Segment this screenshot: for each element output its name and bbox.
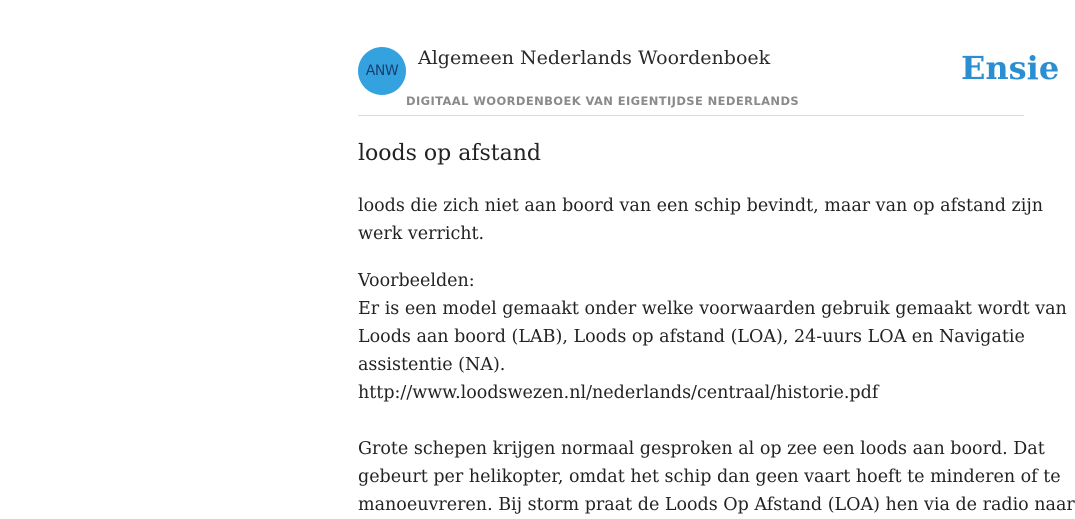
example-source: http://www.loodswezen.nl/nederlands/centraal/historie.pdf (358, 383, 879, 403)
examples-section (358, 267, 1075, 519)
example-line: Loods aan boord (LAB), Loods op afstand (LOA), 24-uurs LOA en Navigatie (358, 327, 1025, 347)
logo-text: ANW (365, 63, 399, 79)
site-subtitle: DIGITAAL WOORDENBOEK VAN EIGENTIJDSE NEDERLANDS (406, 94, 800, 108)
entry-definition (358, 192, 1044, 248)
example-line: assistentie (NA). (358, 355, 506, 375)
entry-term: loods op afstand (358, 141, 541, 166)
definition-line: loods die zich niet aan boord van een schip bevindt, maar van op afstand zijn (358, 196, 1044, 216)
ensie-brand-logo[interactable]: Ensie (961, 49, 1060, 87)
examples-heading: Voorbeelden: (358, 271, 475, 291)
example-line: manoeuvreren. Bij storm praat de Loods Op Afstand (LOA) hen via de radio naar (358, 495, 1075, 515)
site-header (358, 40, 1060, 116)
anw-logo[interactable] (358, 47, 406, 95)
example-line: Er is een model gemaakt onder welke voorwaarden gebruik gemaakt wordt van (358, 299, 1067, 319)
site-title[interactable]: Algemeen Nederlands Woordenboek (418, 47, 771, 69)
example-line: gebeurt per helikopter, omdat het schip dan geen vaart hoeft te minderen of te (358, 467, 1061, 487)
definition-line: werk verricht. (358, 224, 485, 244)
dictionary-entry (358, 138, 1075, 519)
example-line: Grote schepen krijgen normaal gesproken al op zee een loods aan boord. Dat (358, 439, 1045, 459)
